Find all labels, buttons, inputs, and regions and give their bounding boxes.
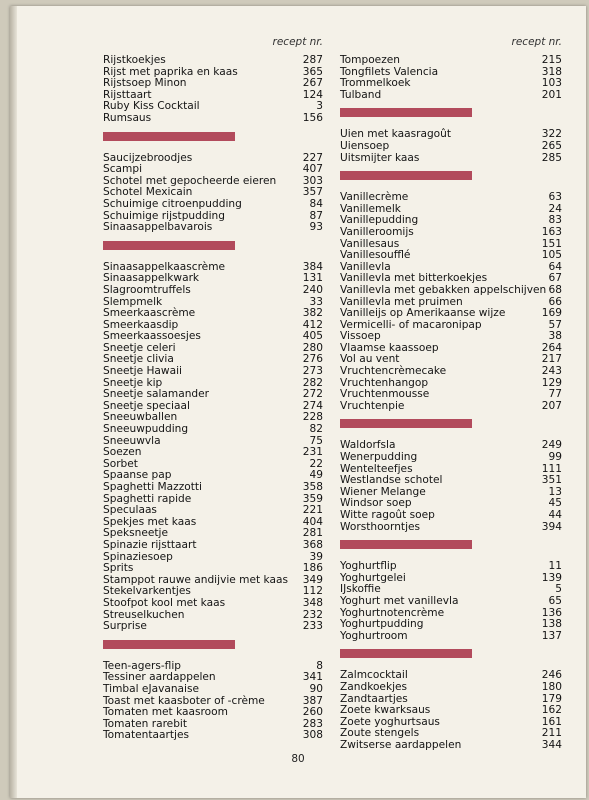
recipe-number: 285 xyxy=(541,151,562,164)
recipe-name: Tomaten met kaasroom xyxy=(103,706,228,719)
recipe-number: 221 xyxy=(302,504,323,517)
recipe-name: Stekelvarkentjes xyxy=(103,585,191,598)
recipe-number: 273 xyxy=(302,365,323,378)
recipe-number: 87 xyxy=(309,209,323,222)
recipe-name: Vruchtenmousse xyxy=(340,388,430,401)
recipe-number: 8 xyxy=(316,659,323,672)
recipe-number: 139 xyxy=(541,571,562,584)
recipe-name: Uitsmijter kaas xyxy=(340,151,420,164)
index-entry xyxy=(340,682,562,694)
recipe-number: 407 xyxy=(302,163,323,176)
recipe-number: 138 xyxy=(541,618,562,631)
recipe-number: 246 xyxy=(541,669,562,682)
section-divider-bar xyxy=(103,241,235,250)
recipe-number: 348 xyxy=(302,596,323,609)
recipe-name: Yoghurtnotencrème xyxy=(340,606,445,619)
recipe-name: Slagroomtruffels xyxy=(103,283,191,296)
recipe-name: Streuselkuchen xyxy=(103,608,185,621)
letter-group xyxy=(103,153,323,234)
section-divider-bar xyxy=(340,540,472,549)
recipe-name: Spaghetti rapide xyxy=(103,492,192,505)
recipe-number: 412 xyxy=(302,318,323,331)
recipe-name: Zandtaartjes xyxy=(340,692,408,705)
recipe-number: 233 xyxy=(302,620,323,633)
recipe-name: Yoghurtpudding xyxy=(340,618,424,631)
index-entry xyxy=(103,598,323,610)
index-entry xyxy=(103,308,323,320)
index-entry xyxy=(340,596,562,608)
recipe-name: Wenerpudding xyxy=(340,451,418,464)
recipe-number: 260 xyxy=(302,706,323,719)
index-entry xyxy=(103,552,323,564)
letter-group xyxy=(340,670,562,751)
recipe-number: 137 xyxy=(541,629,562,642)
recipe-number: 207 xyxy=(541,399,562,412)
recipe-number: 156 xyxy=(302,111,323,124)
recipe-number: 22 xyxy=(309,457,323,470)
recipe-number: 64 xyxy=(548,260,562,273)
index-entry xyxy=(340,619,562,631)
recipe-name: Soezen xyxy=(103,446,142,459)
letter-group xyxy=(103,661,323,742)
letter-group xyxy=(340,440,562,533)
index-entry xyxy=(103,222,323,234)
index-entry xyxy=(103,482,323,494)
recipe-name: Timbal eJavanaise xyxy=(103,682,200,695)
recipe-number: 90 xyxy=(309,682,323,695)
index-entry xyxy=(340,740,562,752)
recipe-name: Vanillevla xyxy=(340,260,391,273)
recipe-name: Ruby Kiss Cocktail xyxy=(103,100,200,113)
recipe-name: Zalmcocktail xyxy=(340,669,408,682)
right-column xyxy=(340,34,562,752)
recipe-number: 267 xyxy=(302,77,323,90)
index-entry xyxy=(340,192,562,204)
recipe-name: Speculaas xyxy=(103,504,157,517)
index-entry xyxy=(340,55,562,67)
recipe-number: 303 xyxy=(302,174,323,187)
index-entry xyxy=(340,308,562,320)
recipe-name: Tompoezen xyxy=(340,54,400,66)
index-entry xyxy=(340,705,562,717)
recipe-name: Vruchtenpie xyxy=(340,399,405,412)
recipe-name: Vanillevla met bitterkoekjes xyxy=(340,272,488,285)
section-divider-bar xyxy=(340,108,472,117)
recipe-number: 382 xyxy=(302,307,323,320)
recipe-number: 105 xyxy=(541,249,562,262)
recipe-number: 394 xyxy=(541,520,562,533)
recipe-number: 280 xyxy=(302,341,323,354)
recipe-name: Spaanse pap xyxy=(103,469,172,482)
index-entry xyxy=(103,707,323,719)
recipe-number: 231 xyxy=(302,446,323,459)
recipe-number: 24 xyxy=(548,202,562,215)
index-entry xyxy=(103,621,323,633)
recipe-number: 217 xyxy=(541,353,562,366)
index-entry xyxy=(103,113,323,125)
recipe-number: 83 xyxy=(548,214,562,227)
recipe-number: 11 xyxy=(548,560,562,573)
recipe-name: Smeerkaassoesjes xyxy=(103,330,201,343)
recipe-name: Windsor soep xyxy=(340,497,412,510)
recipe-name: Schuimige rijstpudding xyxy=(103,209,225,222)
recipe-name: Yoghurtflip xyxy=(340,560,397,573)
recipe-name: Sinaasappelkwark xyxy=(103,272,200,285)
recipe-name: Vanillesaus xyxy=(340,237,400,250)
recipe-number: 38 xyxy=(548,330,562,343)
recipe-name: Spekjes met kaas xyxy=(103,515,197,528)
recipe-name: Teen-agers-flip xyxy=(103,659,182,672)
recipe-number: 211 xyxy=(541,727,562,740)
letter-group xyxy=(103,55,323,125)
index-entry xyxy=(340,401,562,413)
recipe-name: Sorbet xyxy=(103,457,138,470)
index-entry xyxy=(103,285,323,297)
recipe-number: 308 xyxy=(302,729,323,742)
recipe-name: Stamppot rauwe andijvie met kaas xyxy=(103,573,288,586)
recipe-number: 349 xyxy=(302,573,323,586)
recipe-number: 351 xyxy=(541,474,562,487)
recipe-number: 33 xyxy=(309,295,323,308)
recipe-number: 344 xyxy=(541,738,562,751)
recipe-number: 358 xyxy=(302,481,323,493)
recipe-name: Vanillepudding xyxy=(340,214,419,227)
recipe-number: 318 xyxy=(541,65,562,78)
index-entry xyxy=(340,510,562,522)
letter-group xyxy=(103,262,323,633)
index-entry xyxy=(340,522,562,534)
recipe-number: 44 xyxy=(548,509,562,521)
recipe-number: 179 xyxy=(541,692,562,705)
recipe-name: Toast met kaasboter of -crème xyxy=(103,694,265,707)
recipe-name: Vruchtencrèmecake xyxy=(340,365,447,378)
recipe-number: 357 xyxy=(302,186,323,199)
section-divider-bar xyxy=(340,649,472,658)
recipe-number: 384 xyxy=(302,260,323,273)
recipe-number: 63 xyxy=(548,191,562,204)
recipe-name: Trommelkoek xyxy=(340,77,411,90)
recipe-number: 66 xyxy=(548,295,562,308)
recipe-name: Vruchtenhangop xyxy=(340,376,429,389)
index-entry xyxy=(103,164,323,176)
recipe-name: Wentelteefjes xyxy=(340,462,413,475)
recipe-name: Tulband xyxy=(340,88,382,101)
letter-group xyxy=(340,192,562,412)
index-entry xyxy=(340,366,562,378)
recipe-number: 281 xyxy=(302,527,323,540)
recipe-name: Rijstkoekjes xyxy=(103,54,166,66)
recipe-name: Uien met kaasragoût xyxy=(340,128,452,141)
index-entry xyxy=(103,55,323,67)
recipe-name: Vlaamse kaassoep xyxy=(340,341,439,354)
recipe-name: Vanillevla met gebakken appelschijven xyxy=(340,283,547,296)
recipe-number: 5 xyxy=(555,583,562,596)
index-entry xyxy=(103,540,323,552)
recipe-number: 99 xyxy=(548,451,562,464)
index-entry xyxy=(340,141,562,153)
recipe-number: 57 xyxy=(548,318,562,331)
recipe-name: Speksneetje xyxy=(103,527,168,540)
recipe-number: 65 xyxy=(548,594,562,607)
recipe-name: Sprits xyxy=(103,562,134,575)
recipe-number: 162 xyxy=(541,704,562,717)
recipe-number: 67 xyxy=(548,272,562,285)
recipe-name: Surprise xyxy=(103,620,147,633)
recipe-number: 287 xyxy=(302,54,323,66)
recipe-number: 404 xyxy=(302,515,323,528)
recipe-name: IJskoffie xyxy=(340,583,381,596)
recipe-name: Tomatentaartjes xyxy=(103,729,189,742)
recipe-name: Rijstsoep Minon xyxy=(103,77,187,90)
recipe-number: 161 xyxy=(541,715,562,728)
recipe-number: 228 xyxy=(302,411,323,424)
recipe-name: Scampi xyxy=(103,163,143,176)
index-entry xyxy=(340,90,562,102)
recipe-number: 276 xyxy=(302,353,323,366)
recipe-name: Vanillecrème xyxy=(340,191,409,204)
index-entry xyxy=(340,631,562,643)
recipe-number: 341 xyxy=(302,671,323,684)
recipe-name: Zoete kwarksaus xyxy=(340,704,431,717)
recipe-number: 227 xyxy=(302,151,323,164)
recipe-number: 282 xyxy=(302,376,323,389)
recipe-name: Tongfilets Valencia xyxy=(340,65,439,78)
recipe-number: 240 xyxy=(302,283,323,296)
recipe-number: 82 xyxy=(309,423,323,436)
recipe-name: Yoghurt met vanillevla xyxy=(340,594,459,607)
recipe-name: Schotel Mexicain xyxy=(103,186,193,199)
recipe-number-header: recept nr. xyxy=(511,36,562,48)
section-divider-bar xyxy=(103,640,235,649)
recipe-name: Zandkoekjes xyxy=(340,680,408,693)
recipe-number: 232 xyxy=(302,608,323,621)
index-entry xyxy=(103,563,323,575)
recipe-number: 129 xyxy=(541,376,562,389)
recipe-name: Sneeuwpudding xyxy=(103,423,189,436)
recipe-name: Spinaziesoep xyxy=(103,550,173,563)
recipe-name: Rumsaus xyxy=(103,111,152,124)
recipe-name: Sneetje Hawaii xyxy=(103,365,182,378)
recipe-name: Sneeuwvla xyxy=(103,434,161,447)
recipe-name: Vanillemelk xyxy=(340,202,401,215)
recipe-number-header: recept nr. xyxy=(272,36,323,48)
recipe-number: 112 xyxy=(302,585,323,598)
recipe-name: Vissoep xyxy=(340,330,381,343)
recipe-name: Witte ragoût soep xyxy=(340,509,435,521)
section-divider-bar xyxy=(340,171,472,180)
recipe-name: Zoute stengels xyxy=(340,727,420,740)
recipe-name: Uiensoep xyxy=(340,139,390,152)
page-number: 80 xyxy=(291,753,305,765)
recipe-name: Vanilleroomijs xyxy=(340,225,414,238)
recipe-name: Slempmelk xyxy=(103,295,163,308)
recipe-number: 186 xyxy=(302,562,323,575)
recipe-number: 405 xyxy=(302,330,323,343)
recipe-number: 111 xyxy=(541,462,562,475)
recipe-number: 180 xyxy=(541,680,562,693)
recipe-name: Yoghurtgelei xyxy=(340,571,406,584)
recipe-number: 39 xyxy=(309,550,323,563)
recipe-name: Smeerkaasdip xyxy=(103,318,179,331)
recipe-number: 103 xyxy=(541,77,562,90)
recipe-name: Sneetje salamander xyxy=(103,388,210,401)
recipe-number: 13 xyxy=(548,485,562,498)
recipe-number: 243 xyxy=(541,365,562,378)
recipe-number: 283 xyxy=(302,717,323,730)
recipe-name: Worsthoorntjes xyxy=(340,520,421,533)
recipe-name: Vanillesoufflé xyxy=(340,249,411,262)
recipe-number: 131 xyxy=(302,272,323,285)
index-entry xyxy=(103,199,323,211)
recipe-name: Spinazie rijsttaart xyxy=(103,538,197,551)
section-divider-bar xyxy=(103,132,235,141)
recipe-name: Waldorfsla xyxy=(340,439,396,452)
index-entry xyxy=(340,250,562,262)
letter-group xyxy=(340,561,562,642)
recipe-number: 265 xyxy=(541,139,562,152)
index-entry xyxy=(340,153,562,165)
recipe-name: Stoofpot kool met kaas xyxy=(103,596,226,609)
recipe-number: 322 xyxy=(541,128,562,141)
recipe-number: 201 xyxy=(541,88,562,101)
recipe-name: Sneeuwballen xyxy=(103,411,178,424)
recipe-number: 215 xyxy=(541,54,562,66)
recipe-name: Schotel met gepocheerde eieren xyxy=(103,174,277,187)
section-divider-bar xyxy=(340,419,472,428)
recipe-number: 264 xyxy=(541,341,562,354)
recipe-name: Sneetje celeri xyxy=(103,341,176,354)
recipe-name: Tomaten rarebit xyxy=(103,717,188,730)
recipe-number: 136 xyxy=(541,606,562,619)
recipe-name: Sneetje speciaal xyxy=(103,399,190,412)
recipe-name: Tessiner aardappelen xyxy=(103,671,216,684)
recipe-number: 387 xyxy=(302,694,323,707)
index-entry xyxy=(103,684,323,696)
recipe-name: Vanillevla met pruimen xyxy=(340,295,463,308)
index-entry xyxy=(340,452,562,464)
letter-group xyxy=(340,55,562,101)
left-column xyxy=(103,34,323,742)
recipe-number: 3 xyxy=(316,100,323,113)
recipe-name: Vol au vent xyxy=(340,353,400,366)
index-entry xyxy=(340,227,562,239)
recipe-number: 75 xyxy=(309,434,323,447)
recipe-number: 368 xyxy=(302,538,323,551)
recipe-name: Vanilleijs op Amerikaanse wijze xyxy=(340,307,506,320)
recipe-name: Vermicelli- of macaronipap xyxy=(340,318,482,331)
recipe-name: Smeerkaascrème xyxy=(103,307,196,320)
recipe-name: Saucijzebroodjes xyxy=(103,151,193,164)
recipe-number: 84 xyxy=(309,197,323,210)
recipe-name: Spaghetti Mazzotti xyxy=(103,481,203,493)
recipe-name: Sneetje kip xyxy=(103,376,163,389)
index-entry xyxy=(340,285,562,297)
index-entry xyxy=(103,730,323,742)
recipe-number: 249 xyxy=(541,439,562,452)
recipe-name: Zoete yoghurtsaus xyxy=(340,715,440,728)
recipe-name: Wiener Melange xyxy=(340,485,426,498)
recipe-name: Rijsttaart xyxy=(103,88,152,101)
recipe-number: 68 xyxy=(548,283,562,296)
recipe-number: 45 xyxy=(548,497,562,510)
recipe-number: 359 xyxy=(302,492,323,505)
recipe-name: Rijst met paprika en kaas xyxy=(103,65,238,78)
book-page xyxy=(10,6,586,798)
recipe-number: 365 xyxy=(302,65,323,78)
recipe-number: 124 xyxy=(302,88,323,101)
recipe-number: 151 xyxy=(541,237,562,250)
recipe-name: Yoghurtroom xyxy=(340,629,408,642)
index-entry xyxy=(103,424,323,436)
letter-group xyxy=(340,129,562,164)
recipe-name: Sinaasappelkaascrème xyxy=(103,260,226,273)
recipe-name: Westlandse schotel xyxy=(340,474,443,487)
recipe-number: 169 xyxy=(541,307,562,320)
recipe-number: 163 xyxy=(541,225,562,238)
recipe-number: 274 xyxy=(302,399,323,412)
recipe-number: 49 xyxy=(309,469,323,482)
recipe-name: Zwitserse aardappelen xyxy=(340,738,462,751)
recipe-number: 93 xyxy=(309,221,323,234)
index-entry xyxy=(103,366,323,378)
recipe-name: Sinaasappelbavarois xyxy=(103,221,213,234)
recipe-number: 272 xyxy=(302,388,323,401)
recipe-name: Schuimige citroenpudding xyxy=(103,197,242,210)
recipe-name: Sneetje clivia xyxy=(103,353,174,366)
recipe-number: 77 xyxy=(548,388,562,401)
